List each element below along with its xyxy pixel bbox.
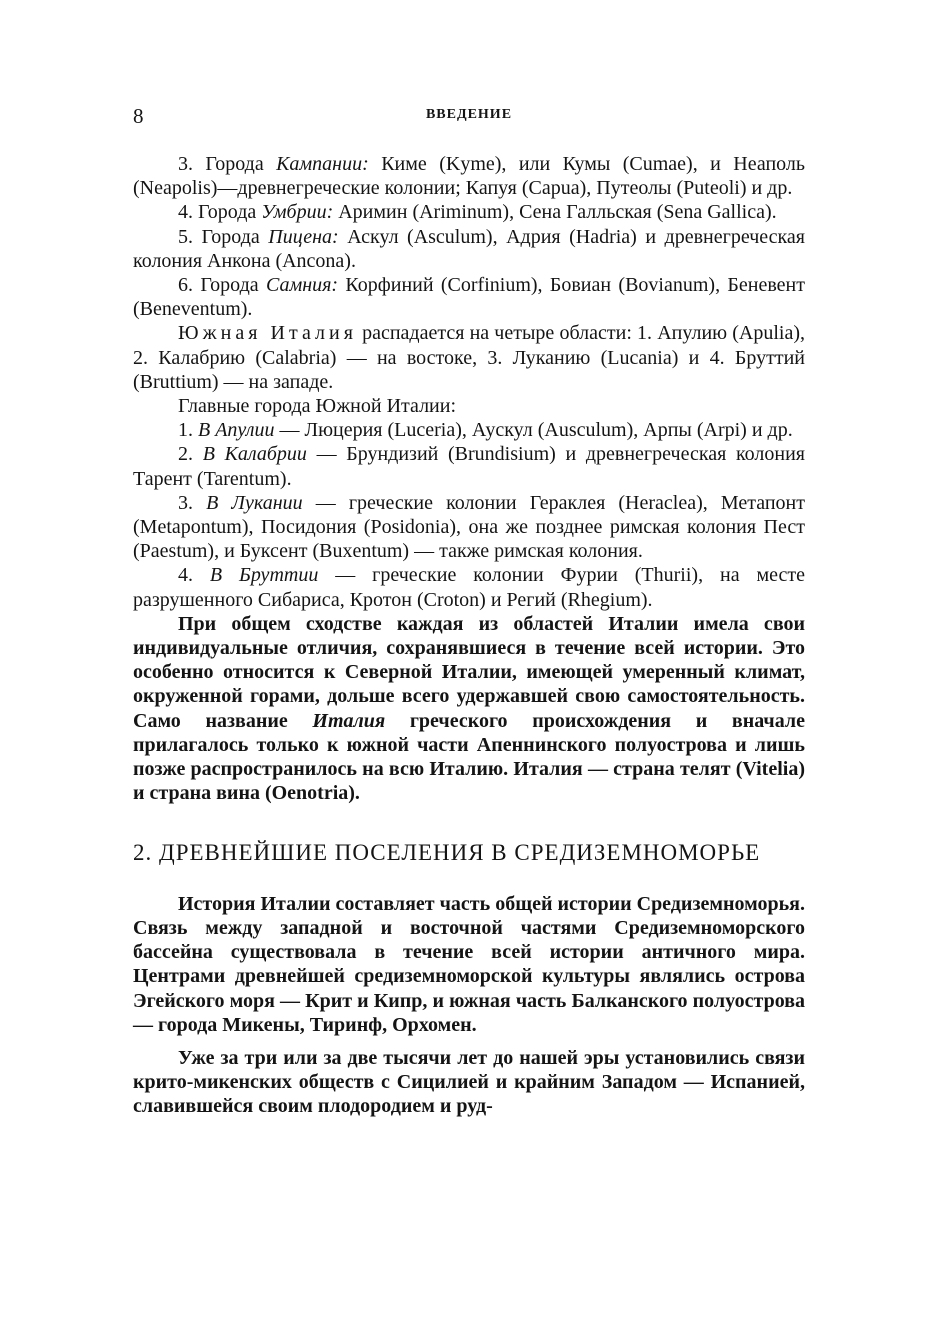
section-heading: 2. ДРЕВНЕЙШИЕ ПОСЕЛЕНИЯ В СРЕДИЗЕМНОМОРЬЕ [133,840,761,866]
emphasis-italia: Италия [312,709,386,732]
paragraph-umbria: 4. Города Умбрии: Аримин (Ariminum), Сена Галльская (Sena Gallica). [178,201,777,224]
region-name: В Калабрии [202,443,307,466]
paragraph-samnium: 6. Города Самния: Корфиний (Corfinium), Бовиан (Bovianum), Беневент (Beneventum). [133,274,806,321]
paragraph-calabria: 2. В Калабрии — Брундизий (Brundisium) и древнегреческая колония Тарент (Tarentum). [133,443,806,490]
region-name: В Лукании [206,491,303,514]
paragraph-italia-name: При общем сходстве каждая из областей Италии имела свои индивидуальные отличия, сохранявшиеся в течение всей истории. Это особенно относится к Северной Италии, имеющей умеренный климат, окруженной горами, дольше всего удержавшей свою самостоятельность. Само название Италия греческого происхождения и вначале прилагалось только к южной части Апеннинского полуострова и лишь позже распространилось на всю Италию. Италия — страна телят (Vitelia) и страна вина (Oenotria). [133,612,805,805]
paragraph-crete-mycenae: Уже за три или за две тысячи лет до нашей эры установились связи крито-микенских обществ с Сицилией и крайним Западом — Испанией, славившейся своим плодородием и руд- [133,1046,805,1118]
paragraph-main-cities: Главные города Южной Италии: [178,395,457,418]
running-title: ВВЕДЕНИЕ [425,107,513,122]
paragraph-bruttium: 4. В Бруттии — греческие колонии Фурии (Thurii), на месте разрушенного Сибариса, Кротон (Croton) и Регий (Rhegium). [133,564,805,611]
page-number: 8 [133,104,144,128]
spaced-term: Южная Италия [178,322,357,345]
region-name: Пицена: [268,225,339,248]
region-name: Самния: [265,274,339,297]
region-name: В Бруттии [209,564,319,587]
body-text [133,152,805,1119]
region-name: Кампании: [276,153,369,175]
region-name: В Апулии [198,419,275,442]
paragraph-picenum: 5. Города Пицена: Аскул (Asculum), Адрия (Hadria) и древнегреческая колония Анкона (Ancona). [133,225,805,272]
paragraph-lucania: 3. В Лукании — греческие колонии Гераклея (Heraclea), Метапонт (Metapontum), Посидония (Posidonia), она же позднее римская колония Пест (Paestum), и Буксент (Buxentum) — также римская колония. [133,491,805,563]
running-head [133,104,805,128]
paragraph-apulia: 1. В Апулии — Люцерия (Luceria), Аускул (Ausculum), Арпы (Arpi) и др. [178,419,793,442]
paragraph-mediterranean: История Италии составляет часть общей истории Средиземноморья. Связь между западной и восточной частями Средиземноморского бассейна существовала в течение всей истории античного мира. Центрами древнейшей средиземноморской культуры являлись острова Эгейского моря — Крит и Кипр, и южная часть Балканского полуострова — города Микены, Тиринф, Орхомен. [133,892,805,1036]
region-name: Умбрии: [261,201,334,224]
paragraph-southern-italy: Южная Италия распадается на четыре области: 1. Апулию (Apulia), 2. Калабрию (Calabria) — на востоке, 3. Луканию (Lucania) и 4. Бруттий (Bruttium) — на западе. [133,322,805,393]
paragraph-campania: 3. Города Кампании: Киме (Kyme), или Кумы (Cumae), и Неаполь (Neapolis)—древнегреческие колонии; Капуя (Capua), Путеолы (Puteoli) и др. [133,153,806,200]
